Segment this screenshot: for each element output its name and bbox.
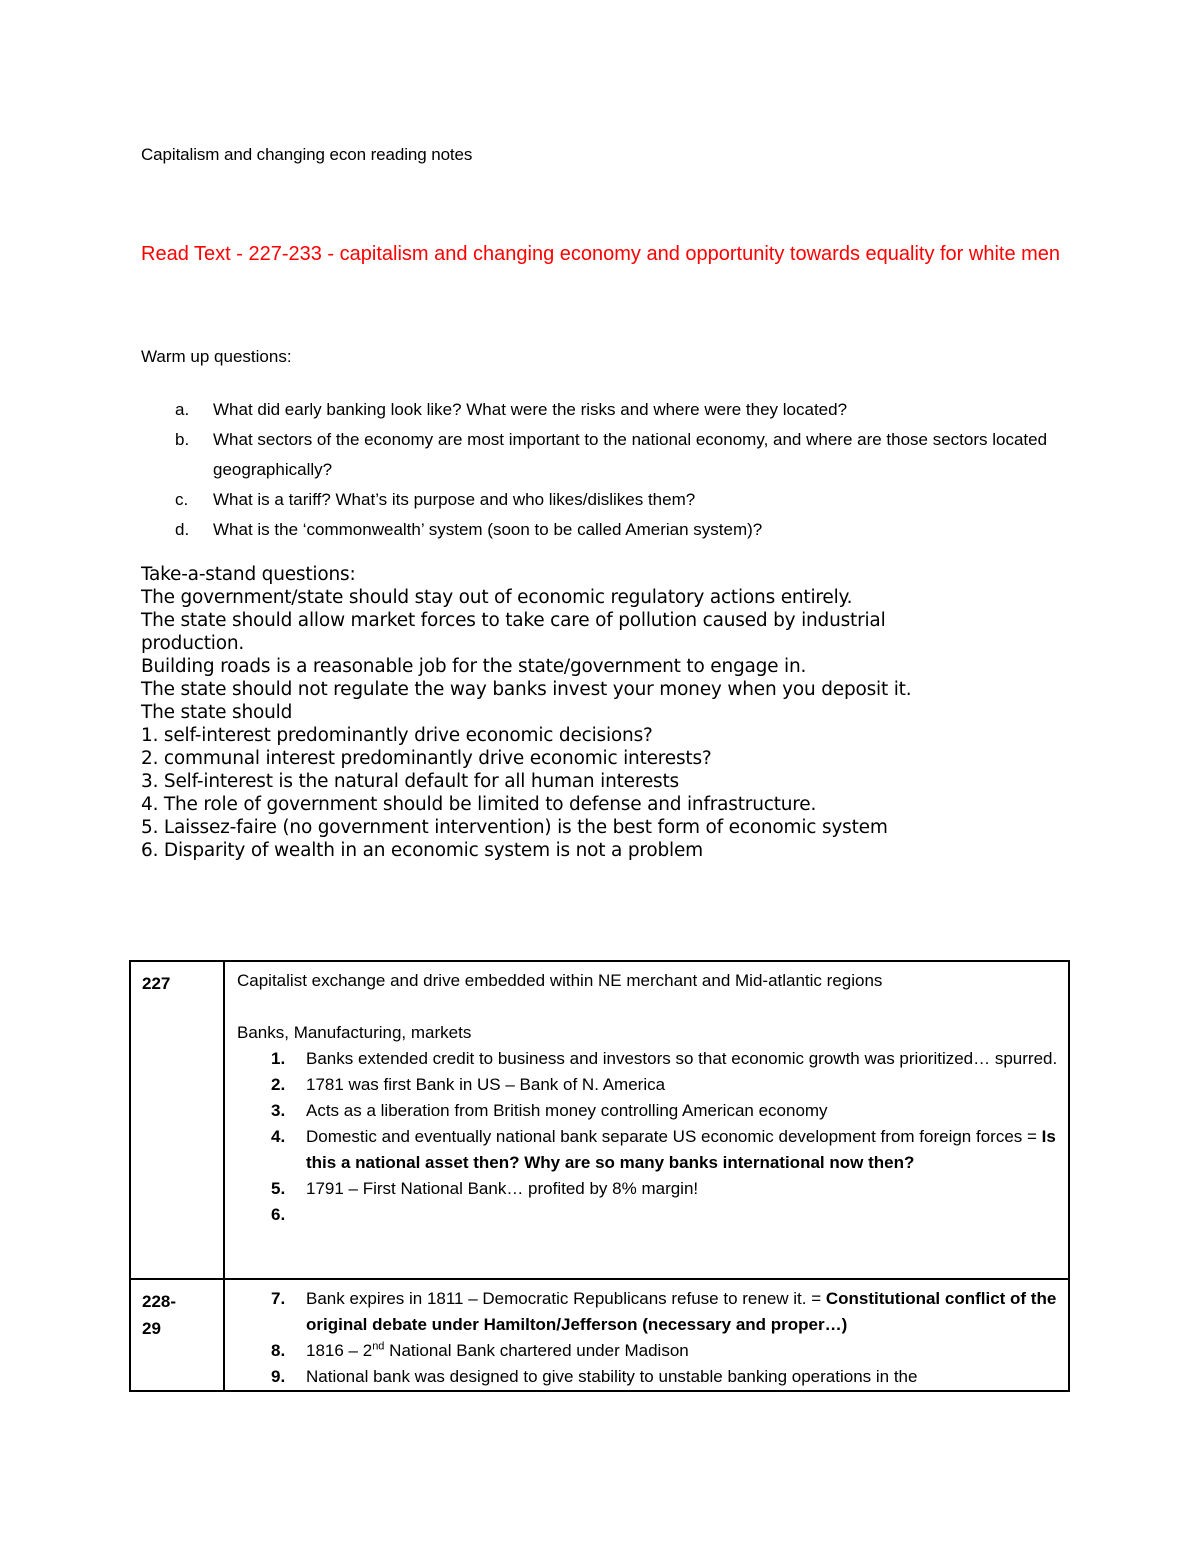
list-item	[141, 425, 1081, 485]
list-item	[237, 1072, 1058, 1098]
page-range-cell	[130, 961, 224, 1279]
notes-subhead: Banks, Manufacturing, markets	[237, 1023, 472, 1042]
notes-intro: Capitalist exchange and drive embedded within NE merchant and Mid-atlantic regions	[237, 971, 883, 990]
page-range-line: 228-	[142, 1292, 177, 1311]
question-text: What did early banking look like? What were the risks and where were they located?	[213, 400, 848, 419]
item-number: 7.	[271, 1289, 286, 1308]
take-a-stand-heading: Take-a-stand questions:	[141, 564, 356, 585]
item-number: 6.	[271, 1205, 286, 1224]
item-number: 1.	[271, 1049, 286, 1068]
warm-up-heading: Warm up questions:	[141, 347, 292, 366]
list-item	[141, 485, 1081, 515]
item-text: Acts as a liberation from British money controlling American economy	[306, 1101, 828, 1120]
list-item	[141, 515, 1081, 545]
notes-table	[129, 960, 1070, 1392]
item-number: 2.	[271, 1075, 286, 1094]
item-number: 8.	[271, 1341, 286, 1360]
list-letter: c.	[175, 490, 189, 509]
item-number: 9.	[271, 1367, 286, 1386]
list-item	[237, 1176, 1058, 1202]
page-range-line: 29	[142, 1319, 161, 1338]
item-text: Bank expires in 1811 – Democratic Republicans refuse to renew it. =	[306, 1289, 826, 1308]
list-letter: b.	[175, 430, 190, 449]
question-text: What is the ‘commonwealth’ system (soon to be called Amerian system)?	[213, 520, 763, 539]
list-letter: a.	[175, 400, 190, 419]
page-range: 227	[142, 974, 171, 993]
question-text: What is a tariff? What’s its purpose and who likes/dislikes them?	[213, 490, 696, 509]
list-item	[237, 1338, 1058, 1364]
stand-line: The state should allow market forces to take care of pollution caused by industrial	[141, 610, 886, 631]
notes-cell	[224, 1279, 1069, 1391]
stand-line: 4. The role of government should be limited to defense and infrastructure.	[141, 794, 817, 815]
item-text: National bank was designed to give stability to unstable banking operations in the	[306, 1367, 918, 1386]
list-item	[237, 1286, 1058, 1338]
list-item	[237, 1364, 1058, 1390]
stand-line: 2. communal interest predominantly drive economic interests?	[141, 748, 712, 769]
list-item	[141, 395, 1081, 425]
take-a-stand-section	[141, 563, 1081, 862]
item-number: 5.	[271, 1179, 286, 1198]
item-text: 1816 – 2	[306, 1341, 373, 1360]
table-row	[130, 1279, 1069, 1391]
notes-cell	[224, 961, 1069, 1279]
item-text: 1791 – First National Bank… profited by 8% margin!	[306, 1179, 699, 1198]
list-item	[237, 1124, 1058, 1176]
reading-assignment: Read Text - 227-233 - capitalism and changing economy and opportunity towards equality for white men	[141, 243, 1061, 265]
stand-line: 5. Laissez-faire (no government intervention) is the best form of economic system	[141, 817, 888, 838]
stand-line: 6. Disparity of wealth in an economic system is not a problem	[141, 840, 704, 861]
question-text: What sectors of the economy are most important to the national economy, and where are those sectors located geographically?	[213, 430, 1048, 479]
stand-line: The state should	[141, 702, 293, 723]
document-title: Capitalism and changing econ reading notes	[141, 145, 473, 164]
table-row	[130, 961, 1069, 1279]
stand-line: The state should not regulate the way banks invest your money when you deposit it.	[141, 679, 912, 700]
item-text: National Bank chartered under Madison	[384, 1341, 689, 1360]
stand-line: The government/state should stay out of economic regulatory actions entirely.	[141, 587, 853, 608]
list-letter: d.	[175, 520, 190, 539]
item-bold-question: Is this a national asset then? Why are so many banks international now then?	[306, 1127, 1056, 1172]
item-text: Domestic and eventually national bank separate US economic development from foreign forces =	[306, 1127, 1042, 1146]
item-text: 1781 was first Bank in US – Bank of N. America	[306, 1075, 666, 1094]
stand-line: Building roads is a reasonable job for the state/government to engage in.	[141, 656, 807, 677]
list-item	[237, 1046, 1058, 1072]
ordinal-suffix: nd	[372, 1340, 385, 1353]
item-number: 3.	[271, 1101, 286, 1120]
item-text: Banks extended credit to business and investors so that economic growth was prioritized… spurred.	[306, 1049, 1058, 1068]
page-range-cell	[130, 1279, 224, 1391]
warm-up-list	[141, 395, 1081, 545]
item-bold-text: Constitutional conflict of the original debate under Hamilton/Jefferson (necessary and proper…)	[306, 1289, 1057, 1334]
stand-line: 1. self-interest predominantly drive economic decisions?	[141, 725, 653, 746]
stand-line: production.	[141, 633, 245, 654]
stand-line: 3. Self-interest is the natural default for all human interests	[141, 771, 679, 792]
item-number: 4.	[271, 1127, 286, 1146]
list-item	[237, 1098, 1058, 1124]
